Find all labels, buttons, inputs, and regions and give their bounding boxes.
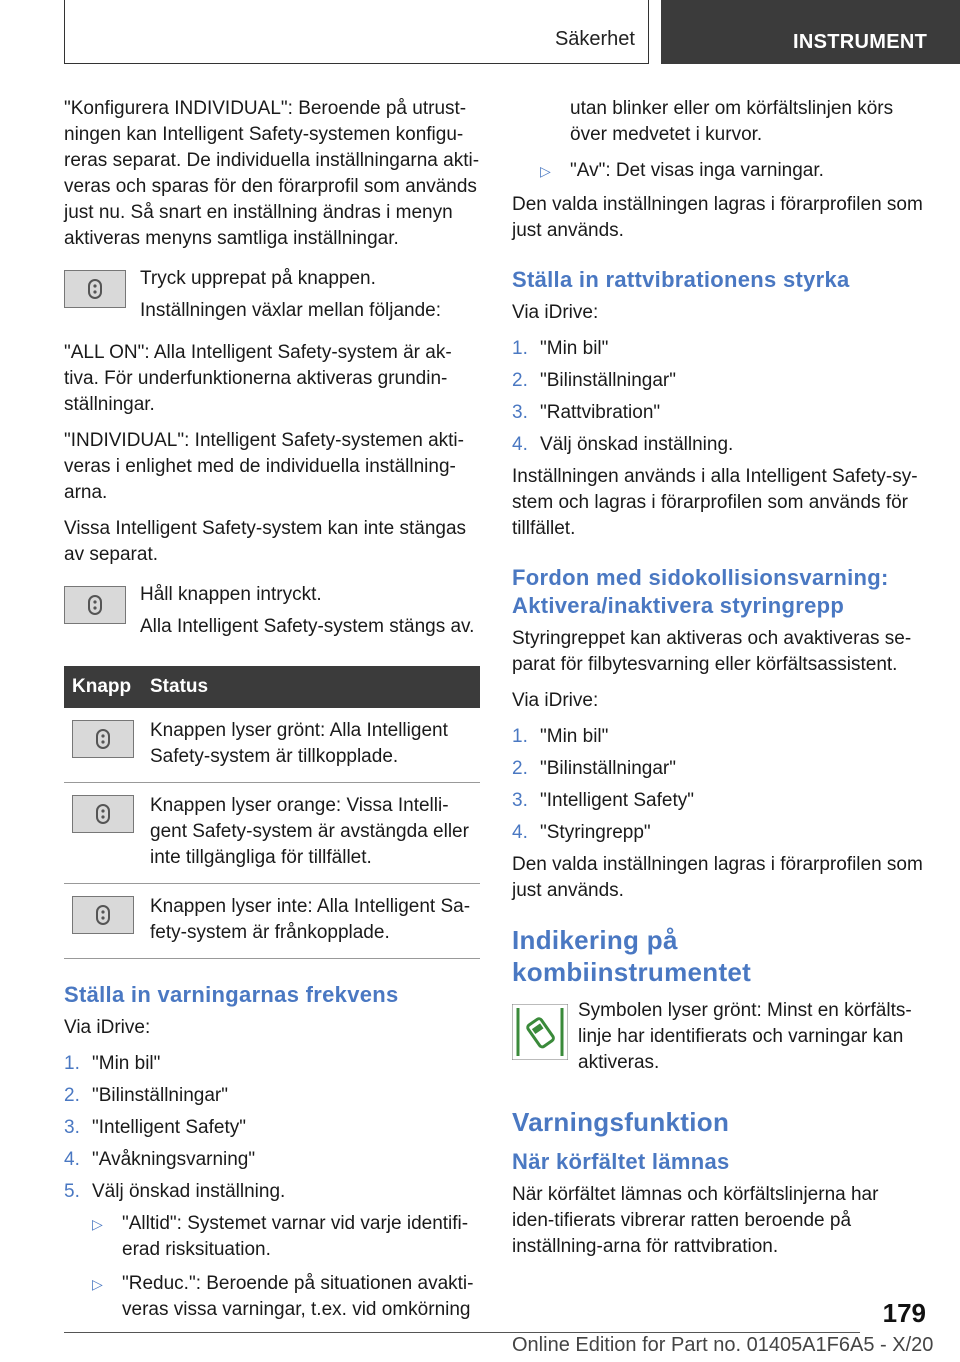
frequency-options bbox=[92, 1211, 480, 1323]
table-header-row bbox=[64, 666, 480, 708]
table-row bbox=[64, 884, 480, 959]
safety-button-icon bbox=[72, 720, 134, 758]
heading-side-collision: Fordon med sidokollisionsvarning: Aktivera/inaktivera styringrepp bbox=[512, 565, 889, 618]
triangle-bullet-icon: ▷ bbox=[540, 163, 551, 179]
list-item: 3. "Intelligent Safety" bbox=[64, 1117, 246, 1138]
page-number: 179 bbox=[882, 1298, 926, 1328]
via-idrive: Via iDrive: bbox=[512, 302, 599, 323]
vibration-note: Inställningen används i alla Intelligent Safety-sy-stem och lagras i förarprofilen som används för tillfället. bbox=[512, 466, 918, 539]
status-cell: Knappen lyser orange: Vissa Intelli-gent Safety-system är avstängda eller inte tillgängliga för tillfället. bbox=[142, 783, 480, 884]
list-item: 2. "Bilinställningar" bbox=[512, 370, 676, 391]
safety-button-icon bbox=[72, 896, 134, 934]
triangle-bullet-icon: ▷ bbox=[92, 1216, 103, 1232]
list-item: 1. "Min bil" bbox=[512, 726, 609, 747]
safety-button-icon bbox=[64, 586, 126, 624]
status-cell: Knappen lyser grönt: Alla Intelligent Safety-system är tillkopplade. bbox=[142, 708, 480, 783]
hold-instruction bbox=[64, 582, 480, 646]
triangle-bullet-icon: ▷ bbox=[92, 1276, 103, 1292]
saved-note: Den valda inställningen lagras i förarprofilen som just används. bbox=[512, 194, 923, 241]
list-item: 1. "Min bil" bbox=[64, 1053, 161, 1074]
col-button-header: Knapp bbox=[64, 666, 142, 708]
list-item: ▷ "Alltid": Systemet varnar vid varje identifi-erad risksituation. bbox=[92, 1211, 480, 1263]
intro-paragraph: "Konfigurera INDIVIDUAL": Beroende på utrust-ningen kan Intelligent Safety-systemen konfigu-reras separat. De individuella inställningarna akti-veras och sparas för den förarprofil som används just nu. Så snart en inställning ändras i menyn aktiveras menyns samtliga inställningar. bbox=[64, 98, 480, 249]
vibration-steps bbox=[512, 336, 924, 458]
safety-button-icon bbox=[64, 270, 126, 308]
list-item: 3. "Rattvibration" bbox=[512, 402, 661, 423]
side-collision-text: Styringreppet kan aktiveras och avaktiveras se-parat för filbytesvarning eller körfältsassistent. bbox=[512, 628, 912, 675]
heading-vibration: Ställa in rattvibrationens styrka bbox=[512, 267, 850, 292]
right-column bbox=[512, 96, 924, 1270]
leaving-lane-text: När körfältet lämnas och körfältslinjerna har iden-tifierats vibrerar ratten beroende på inställning-arna för rattvibration. bbox=[512, 1184, 879, 1257]
status-cell: Knappen lyser inte: Alla Intelligent Sa-fety-system är frånkopplade. bbox=[142, 884, 480, 959]
list-item: 4. Välj önskad inställning. bbox=[512, 434, 734, 455]
indication-text: Symbolen lyser grönt: Minst en körfälts-linje har identifierats och varningar kan aktiveras. bbox=[578, 1000, 912, 1073]
list-item: 5. Välj önskad inställning. bbox=[64, 1181, 286, 1202]
list-item: ▷ "Av": Det visas inga varningar. bbox=[540, 158, 924, 184]
safety-button-icon bbox=[72, 795, 134, 833]
col-status-header: Status bbox=[142, 666, 480, 708]
status-table bbox=[64, 666, 480, 959]
section-title: Säkerhet bbox=[554, 28, 635, 50]
table-row bbox=[64, 783, 480, 884]
frequency-steps bbox=[64, 1051, 480, 1205]
some-off-paragraph: Vissa Intelligent Safety-system kan inte stängas av separat. bbox=[64, 518, 467, 565]
via-idrive: Via iDrive: bbox=[64, 1017, 151, 1038]
individual-paragraph: "INDIVIDUAL": Intelligent Safety-systemen akti-veras i enlighet med de individuella inställning-arna. bbox=[64, 430, 464, 503]
heading-warning-function: Varningsfunktion bbox=[512, 1107, 730, 1137]
list-item: ▷ "Reduc.": Beroende på situationen avakti-veras vissa varningar, t.ex. vid omkörning bbox=[92, 1271, 480, 1323]
list-item: 4. "Avåkningsvarning" bbox=[64, 1149, 256, 1170]
footer-edition: Online Edition for Part no. 01405A1F6A5 - X/20 bbox=[512, 1334, 934, 1356]
hold-text: Håll knappen intryckt. bbox=[140, 584, 322, 605]
table-row bbox=[64, 708, 480, 783]
list-item: 1. "Min bil" bbox=[512, 338, 609, 359]
saved-note: Den valda inställningen lagras i förarprofilen som just används. bbox=[512, 854, 923, 901]
list-item: 2. "Bilinställningar" bbox=[512, 758, 676, 779]
list-item: 3. "Intelligent Safety" bbox=[512, 790, 694, 811]
list-item: 2. "Bilinställningar" bbox=[64, 1085, 228, 1106]
footer-divider bbox=[64, 1332, 860, 1333]
via-idrive: Via iDrive: bbox=[512, 690, 599, 711]
toggle-text: Inställningen växlar mellan följande: bbox=[140, 300, 442, 321]
press-instruction bbox=[64, 266, 480, 330]
heading-leaving-lane: När körfältet lämnas bbox=[512, 1149, 730, 1174]
all-off-text: Alla Intelligent Safety-system stängs av. bbox=[140, 616, 475, 637]
heading-instrument-indication: Indikering på kombiinstrumentet bbox=[512, 925, 752, 987]
all-on-paragraph: "ALL ON": Alla Intelligent Safety-system är ak-tiva. För underfunktionerna aktiveras grundin-ställningar. bbox=[64, 342, 452, 415]
continued-text: utan blinker eller om körfältslinjen körs över medvetet i kurvor. bbox=[570, 98, 894, 145]
lane-departure-icon bbox=[512, 1004, 568, 1060]
list-item: 4. "Styringrepp" bbox=[512, 822, 651, 843]
heading-warning-frequency: Ställa in varningarnas frekvens bbox=[64, 982, 399, 1007]
lane-indicator-row bbox=[512, 998, 924, 1086]
left-column bbox=[64, 96, 480, 1331]
chapter-tab bbox=[661, 0, 960, 64]
side-collision-steps bbox=[512, 724, 924, 846]
off-option bbox=[540, 158, 924, 184]
press-text: Tryck upprepat på knappen. bbox=[140, 268, 376, 289]
chapter-title: INSTRUMENT bbox=[793, 31, 928, 53]
